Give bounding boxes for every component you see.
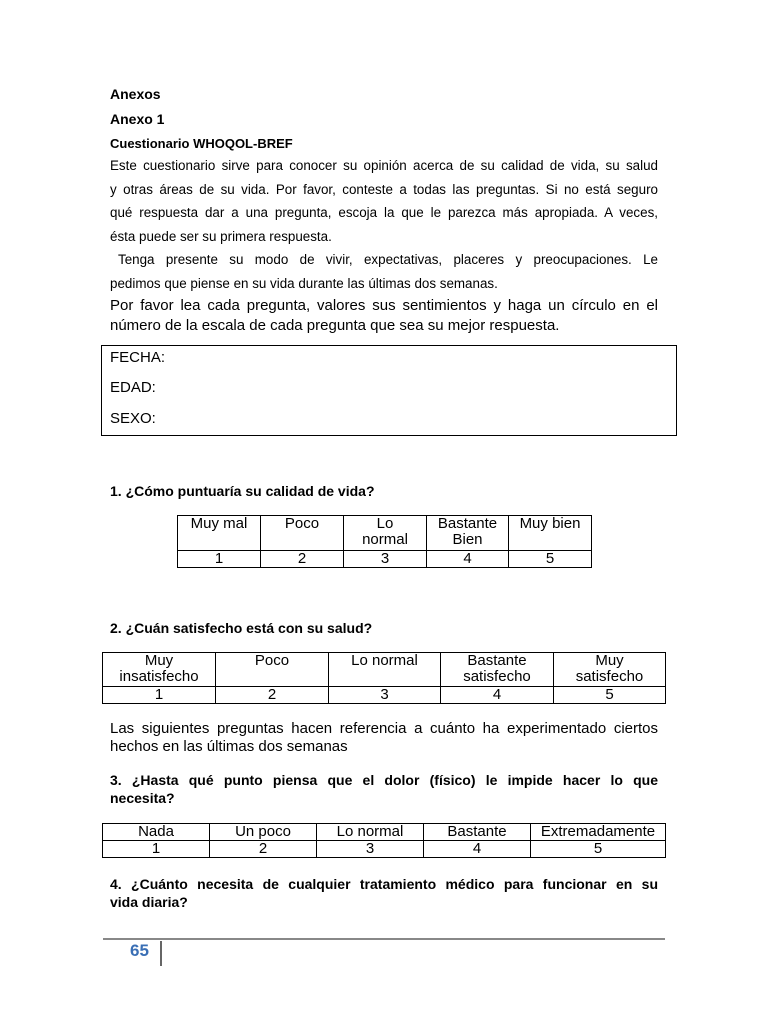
scale-header-cell: Bastante satisfecho [441, 653, 554, 687]
question-4-line: vida diaria? [110, 894, 188, 910]
scale-header-cell: Muy mal [178, 516, 261, 551]
heading-anexo-1: Anexo 1 [110, 111, 165, 127]
scale-value-cell[interactable]: 2 [261, 551, 344, 568]
note-line: Las siguientes preguntas hacen referencia a cuánto ha experimentado ciertos [110, 720, 658, 737]
scale-header-cell: Un poco [210, 824, 317, 841]
question-1-scale [177, 515, 592, 568]
instructions-paragraph [110, 296, 658, 336]
scale-header-cell: Lo normal [344, 516, 427, 551]
scale-value-cell[interactable]: 5 [554, 687, 666, 704]
scale-value-cell[interactable]: 1 [103, 687, 216, 704]
section-note [110, 720, 658, 756]
scale-header-cell: Muy satisfecho [554, 653, 666, 687]
scale-header-cell: Poco [261, 516, 344, 551]
scale-header-cell: Poco [216, 653, 329, 687]
question-3-scale [102, 823, 666, 858]
scale-header-cell: Bastante Bien [427, 516, 509, 551]
scale-value-cell[interactable]: 5 [531, 841, 666, 858]
edad-field[interactable]: EDAD: [110, 379, 156, 396]
scale-value-cell[interactable]: 5 [509, 551, 592, 568]
intro-line: Tenga presente su modo de vivir, expectativas, placeres y preocupaciones. Le [118, 252, 658, 267]
question-2-scale [102, 652, 666, 704]
scale-header-cell: Extremadamente [531, 824, 666, 841]
footer-rule [103, 938, 665, 940]
question-3-line: 3. ¿Hasta qué punto piensa que el dolor (físico) le impide hacer lo que [110, 772, 658, 788]
intro-line: qué respuesta dar a una pregunta, escoja la que le parezca más apropiada. A veces, [110, 205, 658, 220]
page-number-separator [160, 941, 162, 966]
scale-value-cell[interactable]: 3 [329, 687, 441, 704]
heading-anexos: Anexos [110, 86, 161, 102]
intro-paragraph [110, 154, 658, 295]
sexo-field[interactable]: SEXO: [110, 410, 156, 427]
scale-value-cell[interactable]: 4 [427, 551, 509, 568]
intro-line: y otras áreas de su vida. Por favor, conteste a todas las preguntas. Si no está seguro [110, 181, 658, 197]
scale-value-cell[interactable]: 1 [103, 841, 210, 858]
scale-header-cell: Lo normal [317, 824, 424, 841]
instructions-line: Por favor lea cada pregunta, valores sus sentimientos y haga un círculo en el [110, 297, 658, 314]
page-number: 65 [130, 941, 149, 960]
instructions-line: número de la escala de cada pregunta que sea su mejor respuesta. [110, 317, 560, 334]
scale-value-cell[interactable]: 4 [424, 841, 531, 858]
question-2-title: 2. ¿Cuán satisfecho está con su salud? [110, 620, 373, 636]
scale-value-cell[interactable]: 2 [216, 687, 329, 704]
intro-line: Este cuestionario sirve para conocer su opinión acerca de su calidad de vida, su salud [110, 158, 658, 173]
scale-header-cell: Muy insatisfecho [103, 653, 216, 687]
scale-value-cell[interactable]: 1 [178, 551, 261, 568]
scale-value-cell[interactable]: 2 [210, 841, 317, 858]
scale-value-cell[interactable]: 4 [441, 687, 554, 704]
question-1-title: 1. ¿Cómo puntuaría su calidad de vida? [110, 483, 375, 499]
intro-line: pedimos que piense en su vida durante las últimas dos semanas. [110, 275, 498, 291]
scale-header-cell: Muy bien [509, 516, 592, 551]
question-3-line: necesita? [110, 790, 175, 806]
scale-value-cell[interactable]: 3 [344, 551, 427, 568]
respondent-info-box [101, 345, 677, 436]
question-4-line: 4. ¿Cuánto necesita de cualquier tratamiento médico para funcionar en su [110, 876, 658, 892]
questionnaire-title: Cuestionario WHOQOL-BREF [110, 136, 293, 151]
scale-header-cell: Lo normal [329, 653, 441, 687]
question-3-title [110, 771, 658, 807]
intro-line: ésta puede ser su primera respuesta. [110, 228, 332, 244]
scale-header-cell: Nada [103, 824, 210, 841]
fecha-field[interactable]: FECHA: [110, 349, 166, 366]
scale-header-cell: Bastante [424, 824, 531, 841]
question-4-title [110, 875, 658, 911]
note-line: hechos en las últimas dos semanas [110, 738, 348, 755]
scale-value-cell[interactable]: 3 [317, 841, 424, 858]
